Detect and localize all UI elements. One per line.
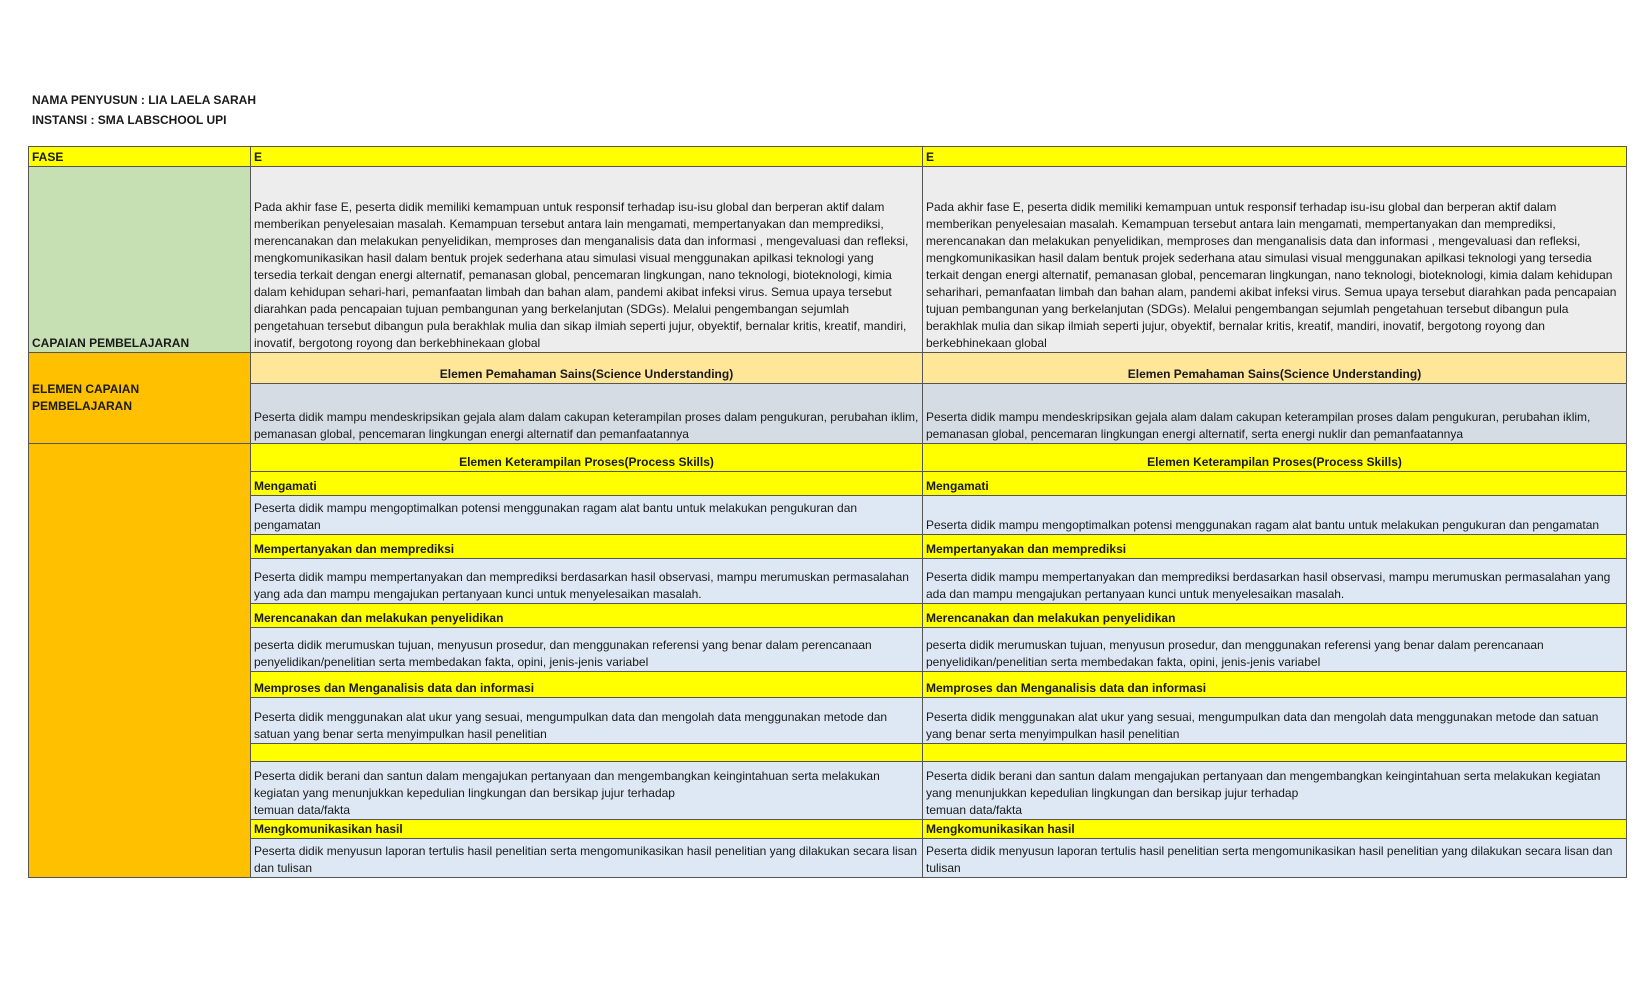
capaian-label: CAPAIAN PEMBELAJARAN [29, 167, 251, 353]
science-title-1: Elemen Pemahaman Sains(Science Understanding) [251, 353, 923, 384]
fase-value-1: E [251, 147, 923, 167]
science-title-2: Elemen Pemahaman Sains(Science Understanding) [923, 353, 1627, 384]
science-text-2: Peserta didik mampu mendeskripsikan gejala alam dalam cakupan keterampilan proses dalam pengukuran, perubahan iklim, pemanasan global, pencemaran lingkungan energi alternatif, serta energi nuklir dan pemanfaatannya [923, 384, 1627, 444]
process-title-2: Elemen Keterampilan Proses(Process Skills) [923, 444, 1627, 472]
mengamati-title-2: Mengamati [923, 472, 1627, 496]
fase-row [29, 147, 1627, 167]
mengamati-text-2: Peserta didik mampu mengoptimalkan potensi menggunakan ragam alat bantu untuk melakukan pengukuran dan pengamatan [923, 496, 1627, 535]
merencanakan-text-2: peserta didik merumuskan tujuan, menyusun prosedur, dan menggunakan referensi yang benar dalam perencanaan penyelidikan/penelitian serta membedakan fakta, opini, jenis-jenis variabel [923, 628, 1627, 672]
curriculum-table [28, 146, 1627, 878]
institution-line: INSTANSI : SMA LABSCHOOL UPI [32, 113, 227, 127]
process-title-row [29, 444, 1627, 472]
fase-value-2: E [923, 147, 1627, 167]
mengkomunikasikan-text-1: Peserta didik menyusun laporan tertulis hasil penelitian serta mengomunikasikan hasil penelitian yang dilakukan secara lisan dan tulisan [251, 839, 923, 878]
memproses-title-1: Memproses dan Menganalisis data dan informasi [251, 672, 923, 698]
mempertanyakan-title-row [29, 535, 1627, 559]
mengkomunikasikan-title-2: Mengkomunikasikan hasil [923, 820, 1627, 839]
merencanakan-title-2: Merencanakan dan melakukan penyelidikan [923, 604, 1627, 628]
mengkomunikasikan-text-2: Peserta didik menyusun laporan tertulis hasil penelitian serta mengomunikasikan hasil penelitian yang dilakukan secara lisan dan tulisan [923, 839, 1627, 878]
mengkomunikasikan-text-row [29, 839, 1627, 878]
mempertanyakan-text-2: Peserta didik mampu mempertanyakan dan memprediksi berdasarkan hasil observasi, mampu merumuskan permasalahan yang ada dan mampu mengajukan pertanyaan kunci untuk menyelesaikan masalah. [923, 559, 1627, 604]
blank-title-2 [923, 744, 1627, 762]
merencanakan-title-1: Merencanakan dan melakukan penyelidikan [251, 604, 923, 628]
memproses-title-row [29, 672, 1627, 698]
memproses-text-row [29, 698, 1627, 744]
mempertanyakan-text-row [29, 559, 1627, 604]
capaian-text-1: Pada akhir fase E, peserta didik memiliki kemampuan untuk responsif terhadap isu-isu global dan berperan aktif dalam memberikan penyelesaian masalah. Kemampuan tersebut antara lain mengamati, mempertanyakan dan memprediksi, merencanakan dan melakukan penyelidikan, memproses dan menganalisis data dan informasi , mengevaluasi dan refleksi, mengkomunikasikan hasil dalam bentuk projek sederhana atau simulasi visual menggunakan apilkasi teknologi yang tersedia terkait dengan energi alternatif, pemanasan global, pencemaran lingkungan, nano teknologi, bioteknologi, kimia dalam kehidupan sehari-hari, pemanfaatan limbah dan bahan alam, pandemi akibat infeksi virus. Semua upaya tersebut diarahkan pada pencapaian tujuan pembangunan yang berkelanjutan (SDGs). Melalui pengembangan sejumlah pengetahuan tersebut dibangun pula berakhlak mulia dan sikap ilmiah seperti jujur, obyektif, bernalar kritis, kreatif, mandiri, inovatif, bergotong royong dan berkebhinekaan global [251, 167, 923, 353]
elemen-label: ELEMEN CAPAIAN PEMBELAJARAN [29, 353, 251, 444]
mengamati-title-1: Mengamati [251, 472, 923, 496]
mengkomunikasikan-title-row [29, 820, 1627, 839]
santun-text-1: Peserta didik berani dan santun dalam mengajukan pertanyaan dan mengembangkan keingintahuan serta melakukan kegiatan yang menunjukkan kepedulian lingkungan dan bersikap jujur terhadap temuan data/fakta [251, 762, 923, 820]
mengamati-text-1: Peserta didik mampu mengoptimalkan potensi menggunakan ragam alat bantu untuk melakukan pengukuran dan pengamatan [251, 496, 923, 535]
memproses-title-2: Memproses dan Menganalisis data dan informasi [923, 672, 1627, 698]
memproses-text-2: Peserta didik menggunakan alat ukur yang sesuai, mengumpulkan data dan mengolah data menggunakan metode dan satuan yang benar serta menyimpulkan hasil penelitian [923, 698, 1627, 744]
merencanakan-text-row [29, 628, 1627, 672]
blank-title-1 [251, 744, 923, 762]
fase-label: FASE [29, 147, 251, 167]
science-text-row [29, 384, 1627, 444]
author-line: NAMA PENYUSUN : LIA LAELA SARAH [32, 93, 256, 107]
merencanakan-text-1: peserta didik merumuskan tujuan, menyusun prosedur, dan menggunakan referensi yang benar dalam perencanaan penyelidikan/penelitian serta membedakan fakta, opini, jenis-jenis variabel [251, 628, 923, 672]
mengamati-title-row [29, 472, 1627, 496]
santun-text-row [29, 762, 1627, 820]
science-text-1: Peserta didik mampu mendeskripsikan gejala alam dalam cakupan keterampilan proses dalam pengukuran, perubahan iklim, pemanasan global, pencemaran lingkungan energi alternatif dan pemanfaatannya [251, 384, 923, 444]
memproses-text-1: Peserta didik menggunakan alat ukur yang sesuai, mengumpulkan data dan mengolah data menggunakan metode dan satuan yang benar serta menyimpulkan hasil penelitian [251, 698, 923, 744]
blank-title-row [29, 744, 1627, 762]
merencanakan-title-row [29, 604, 1627, 628]
mempertanyakan-title-2: Mempertanyakan dan memprediksi [923, 535, 1627, 559]
mempertanyakan-title-1: Mempertanyakan dan memprediksi [251, 535, 923, 559]
mengamati-text-row [29, 496, 1627, 535]
mempertanyakan-text-1: Peserta didik mampu mempertanyakan dan memprediksi berdasarkan hasil observasi, mampu merumuskan permasalahan yang ada dan mampu mengajukan pertanyaan kunci untuk menyelesaikan masalah. [251, 559, 923, 604]
elemen-label-fill [29, 444, 251, 878]
science-title-row [29, 353, 1627, 384]
capaian-text-2: Pada akhir fase E, peserta didik memiliki kemampuan untuk responsif terhadap isu-isu global dan berperan aktif dalam memberikan penyelesaian masalah. Kemampuan tersebut antara lain mengamati, mempertanyakan dan memprediksi, merencanakan dan melakukan penyelidikan, memproses dan menganalisis data dan informasi , mengevaluasi dan refleksi, mengkomunikasikan hasil dalam bentuk projek sederhana atau simulasi visual menggunakan apilkasi teknologi yang tersedia terkait dengan energi alternatif, pemanasan global, pencemaran lingkungan, nano teknologi, bioteknologi, kimia dalam kehidupan seharihari, pemanfaatan limbah dan bahan alam, pandemi akibat infeksi virus. Semua upaya tersebut diarahkan pada pencapaian tujuan pembangunan yang berkelanjutan (SDGs). Melalui pengembangan sejumlah pengetahuan tersebut dibangun pula berakhlak mulia dan sikap ilmiah seperti jujur, obyektif, bernalar kritis, kreatif, mandiri, inovatif, bergotong royong dan berkebhinekaan global [923, 167, 1627, 353]
santun-text-2: Peserta didik berani dan santun dalam mengajukan pertanyaan dan mengembangkan keingintahuan serta melakukan kegiatan yang menunjukkan kepedulian lingkungan dan bersikap jujur terhadap temuan data/fakta [923, 762, 1627, 820]
document-header [32, 90, 256, 130]
process-title-1: Elemen Keterampilan Proses(Process Skills) [251, 444, 923, 472]
mengkomunikasikan-title-1: Mengkomunikasikan hasil [251, 820, 923, 839]
capaian-row [29, 167, 1627, 353]
